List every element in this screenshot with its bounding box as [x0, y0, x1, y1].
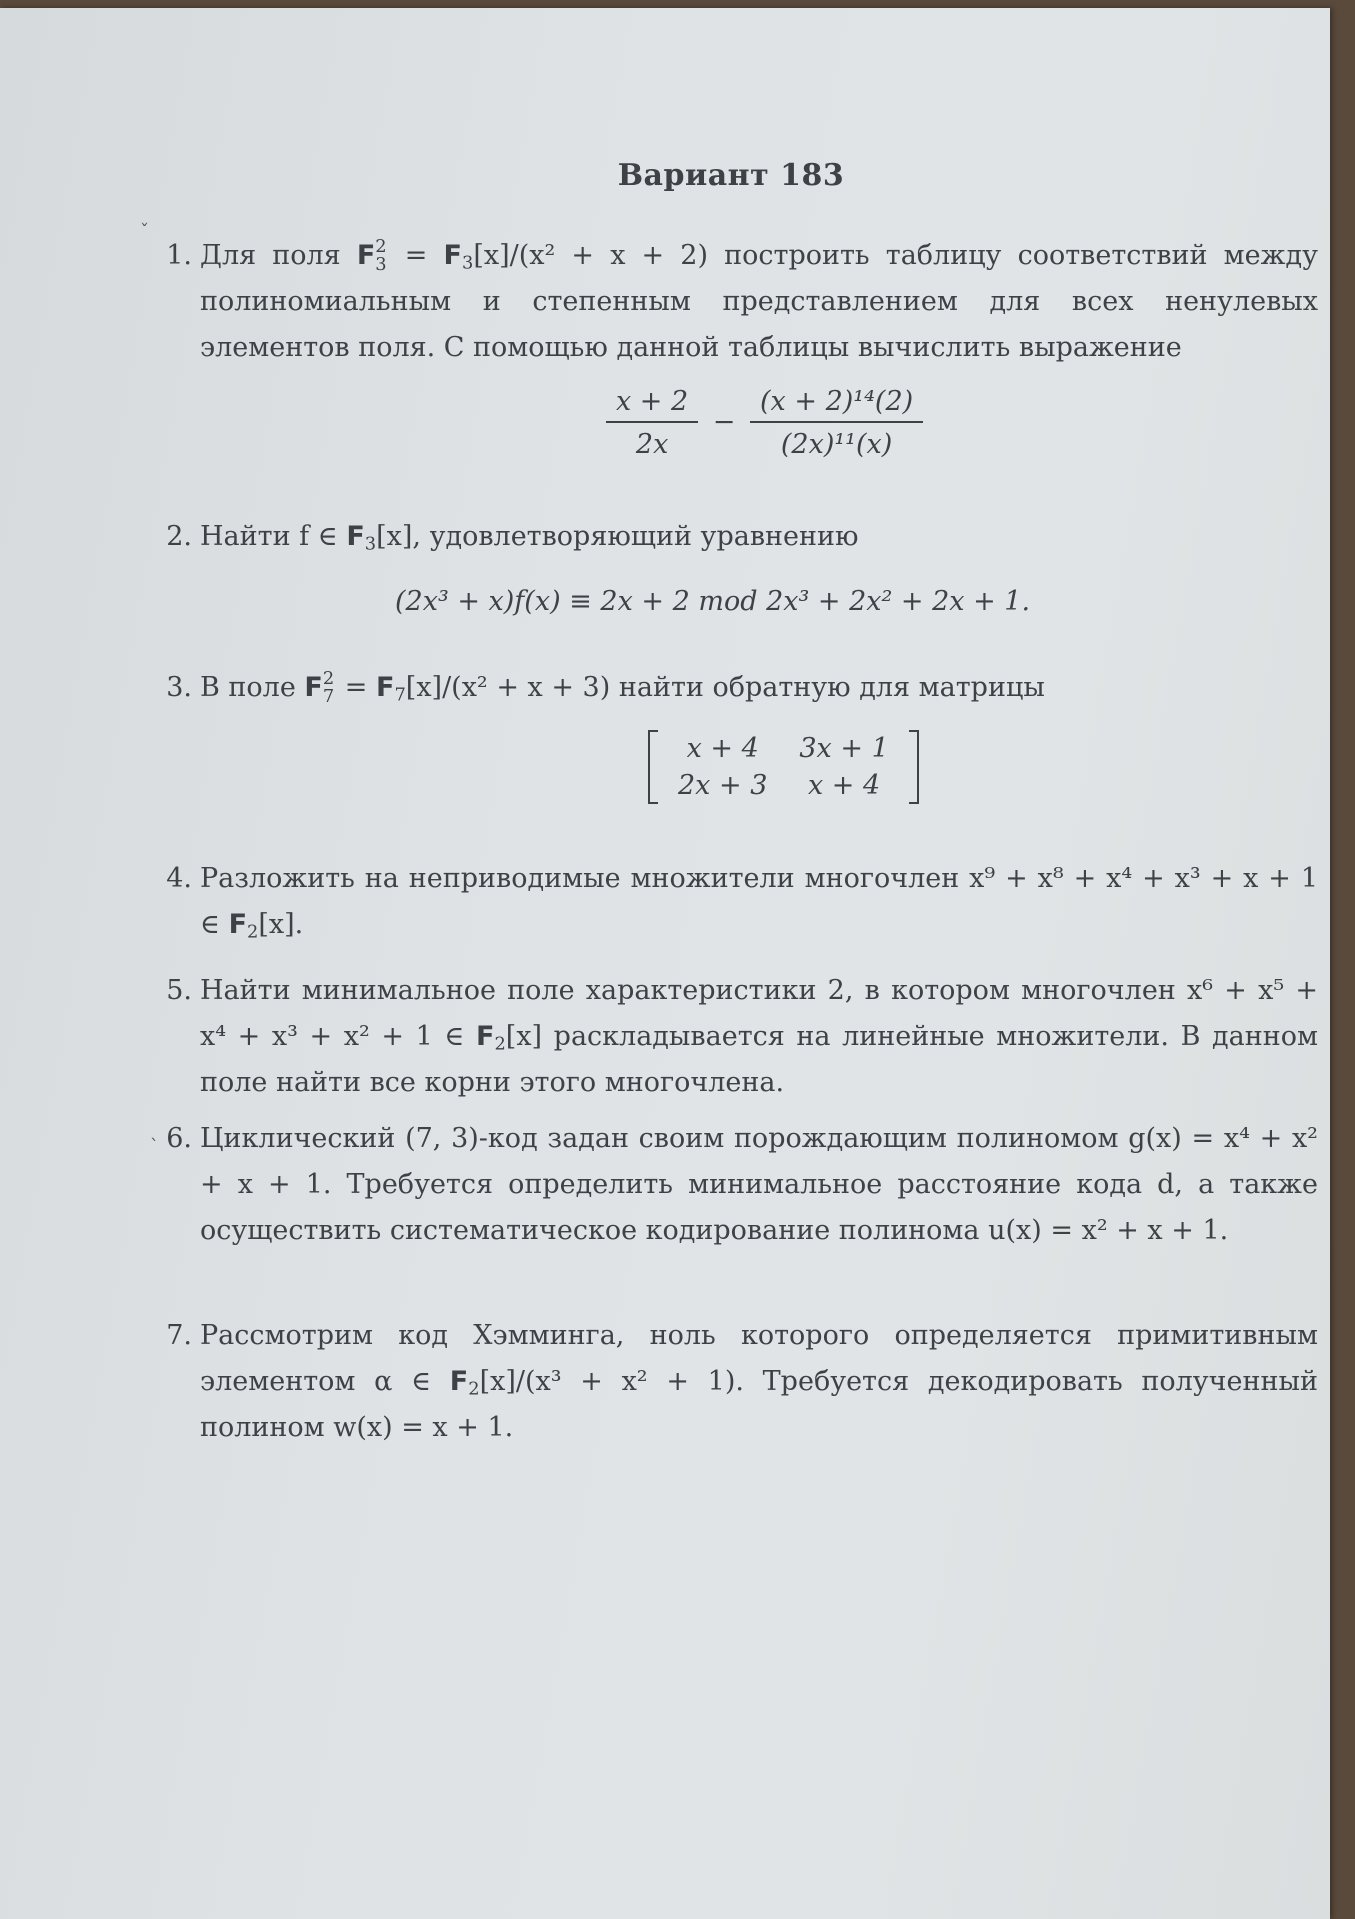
problem-number: 3.	[166, 672, 192, 703]
problem-text: Найти минимальное поле характеристики 2, в котором многочлен x⁶ + x⁵ + x⁴ + x³ + x² + 1 ∈ $F_2[x]$ раскладывается на линейные множители. В данном поле найти все корни этого многочлена.	[200, 975, 1318, 1098]
equation-2: (2x³ + x)f(x) ≡ 2x + 2 mod 2x³ + 2x² + 2x + 1.	[395, 586, 1031, 617]
expression-1: $\frac{x + 2}{2x}$ − $\frac{\text{(x + 2)¹⁴(2)}}{\text{(2x)¹¹(x)}}$	[600, 386, 929, 460]
pen-mark: ˇ	[140, 221, 149, 242]
problem-number: 4.	[166, 863, 192, 894]
paper-sheet	[0, 8, 1330, 1919]
problem-text: Рассмотрим код Хэмминга, ноль которого определяется примитивным элементом α ∈ $F_2[x]/(x^3 + x^2 + 1)$. Требуется декодировать полученный полином w(x) = x + 1.	[200, 1320, 1318, 1443]
problem-3	[166, 665, 1318, 711]
problem-text: Циклический (7, 3)-код задан своим порождающим полиномом g(x) = x⁴ + x² + x + 1. Требуется определить минимальное расстояние кода d, а также осуществить систематическое кодирование полинома u(x) = x² + x + 1.	[200, 1123, 1318, 1246]
problem-7	[166, 1313, 1318, 1451]
problem-5	[166, 968, 1318, 1106]
problem-text: Для поля F 2 3 = $F_3[x]/(x^2 + x + 2)$ построить таблицу соответствий между полиномиальным и степенным представлением для всех ненулевых элементов поля. С помощью данной таблицы вычислить выражение	[200, 236, 1318, 363]
problem-text: Найти f ∈ $F_3[x]$, удовлетворяющий уравнению	[200, 521, 859, 555]
problem-4	[166, 856, 1318, 948]
problem-text: В поле F 2 7 = $F_7[x]/(x^2 + x + 3)$ найти обратную для матрицы	[200, 668, 1045, 708]
matrix-3: x + 4 3x + 1 2x + 3 x + 4	[648, 730, 919, 811]
fraction-1: $\frac{x + 2}{2x}$	[606, 386, 698, 460]
problem-number: 1.	[166, 240, 192, 271]
problem-number: 6.	[166, 1123, 192, 1154]
problem-6	[166, 1116, 1318, 1254]
problem-text: Разложить на неприводимые множители многочлен x⁹ + x⁸ + x⁴ + x³ + x + 1 ∈ $F_2[x]$.	[200, 863, 1318, 943]
problem-number: 5.	[166, 975, 192, 1006]
fraction-2: $\frac{\text{(x + 2)¹⁴(2)}}{\text{(2x)¹¹(x)}}$	[750, 386, 923, 460]
pen-mark: ˋ	[150, 1136, 159, 1157]
problem-1	[166, 233, 1318, 371]
problem-number: 7.	[166, 1320, 192, 1351]
problem-number: 2.	[166, 521, 192, 552]
page-title: Вариант 183	[617, 158, 845, 193]
problem-2	[166, 514, 1318, 560]
